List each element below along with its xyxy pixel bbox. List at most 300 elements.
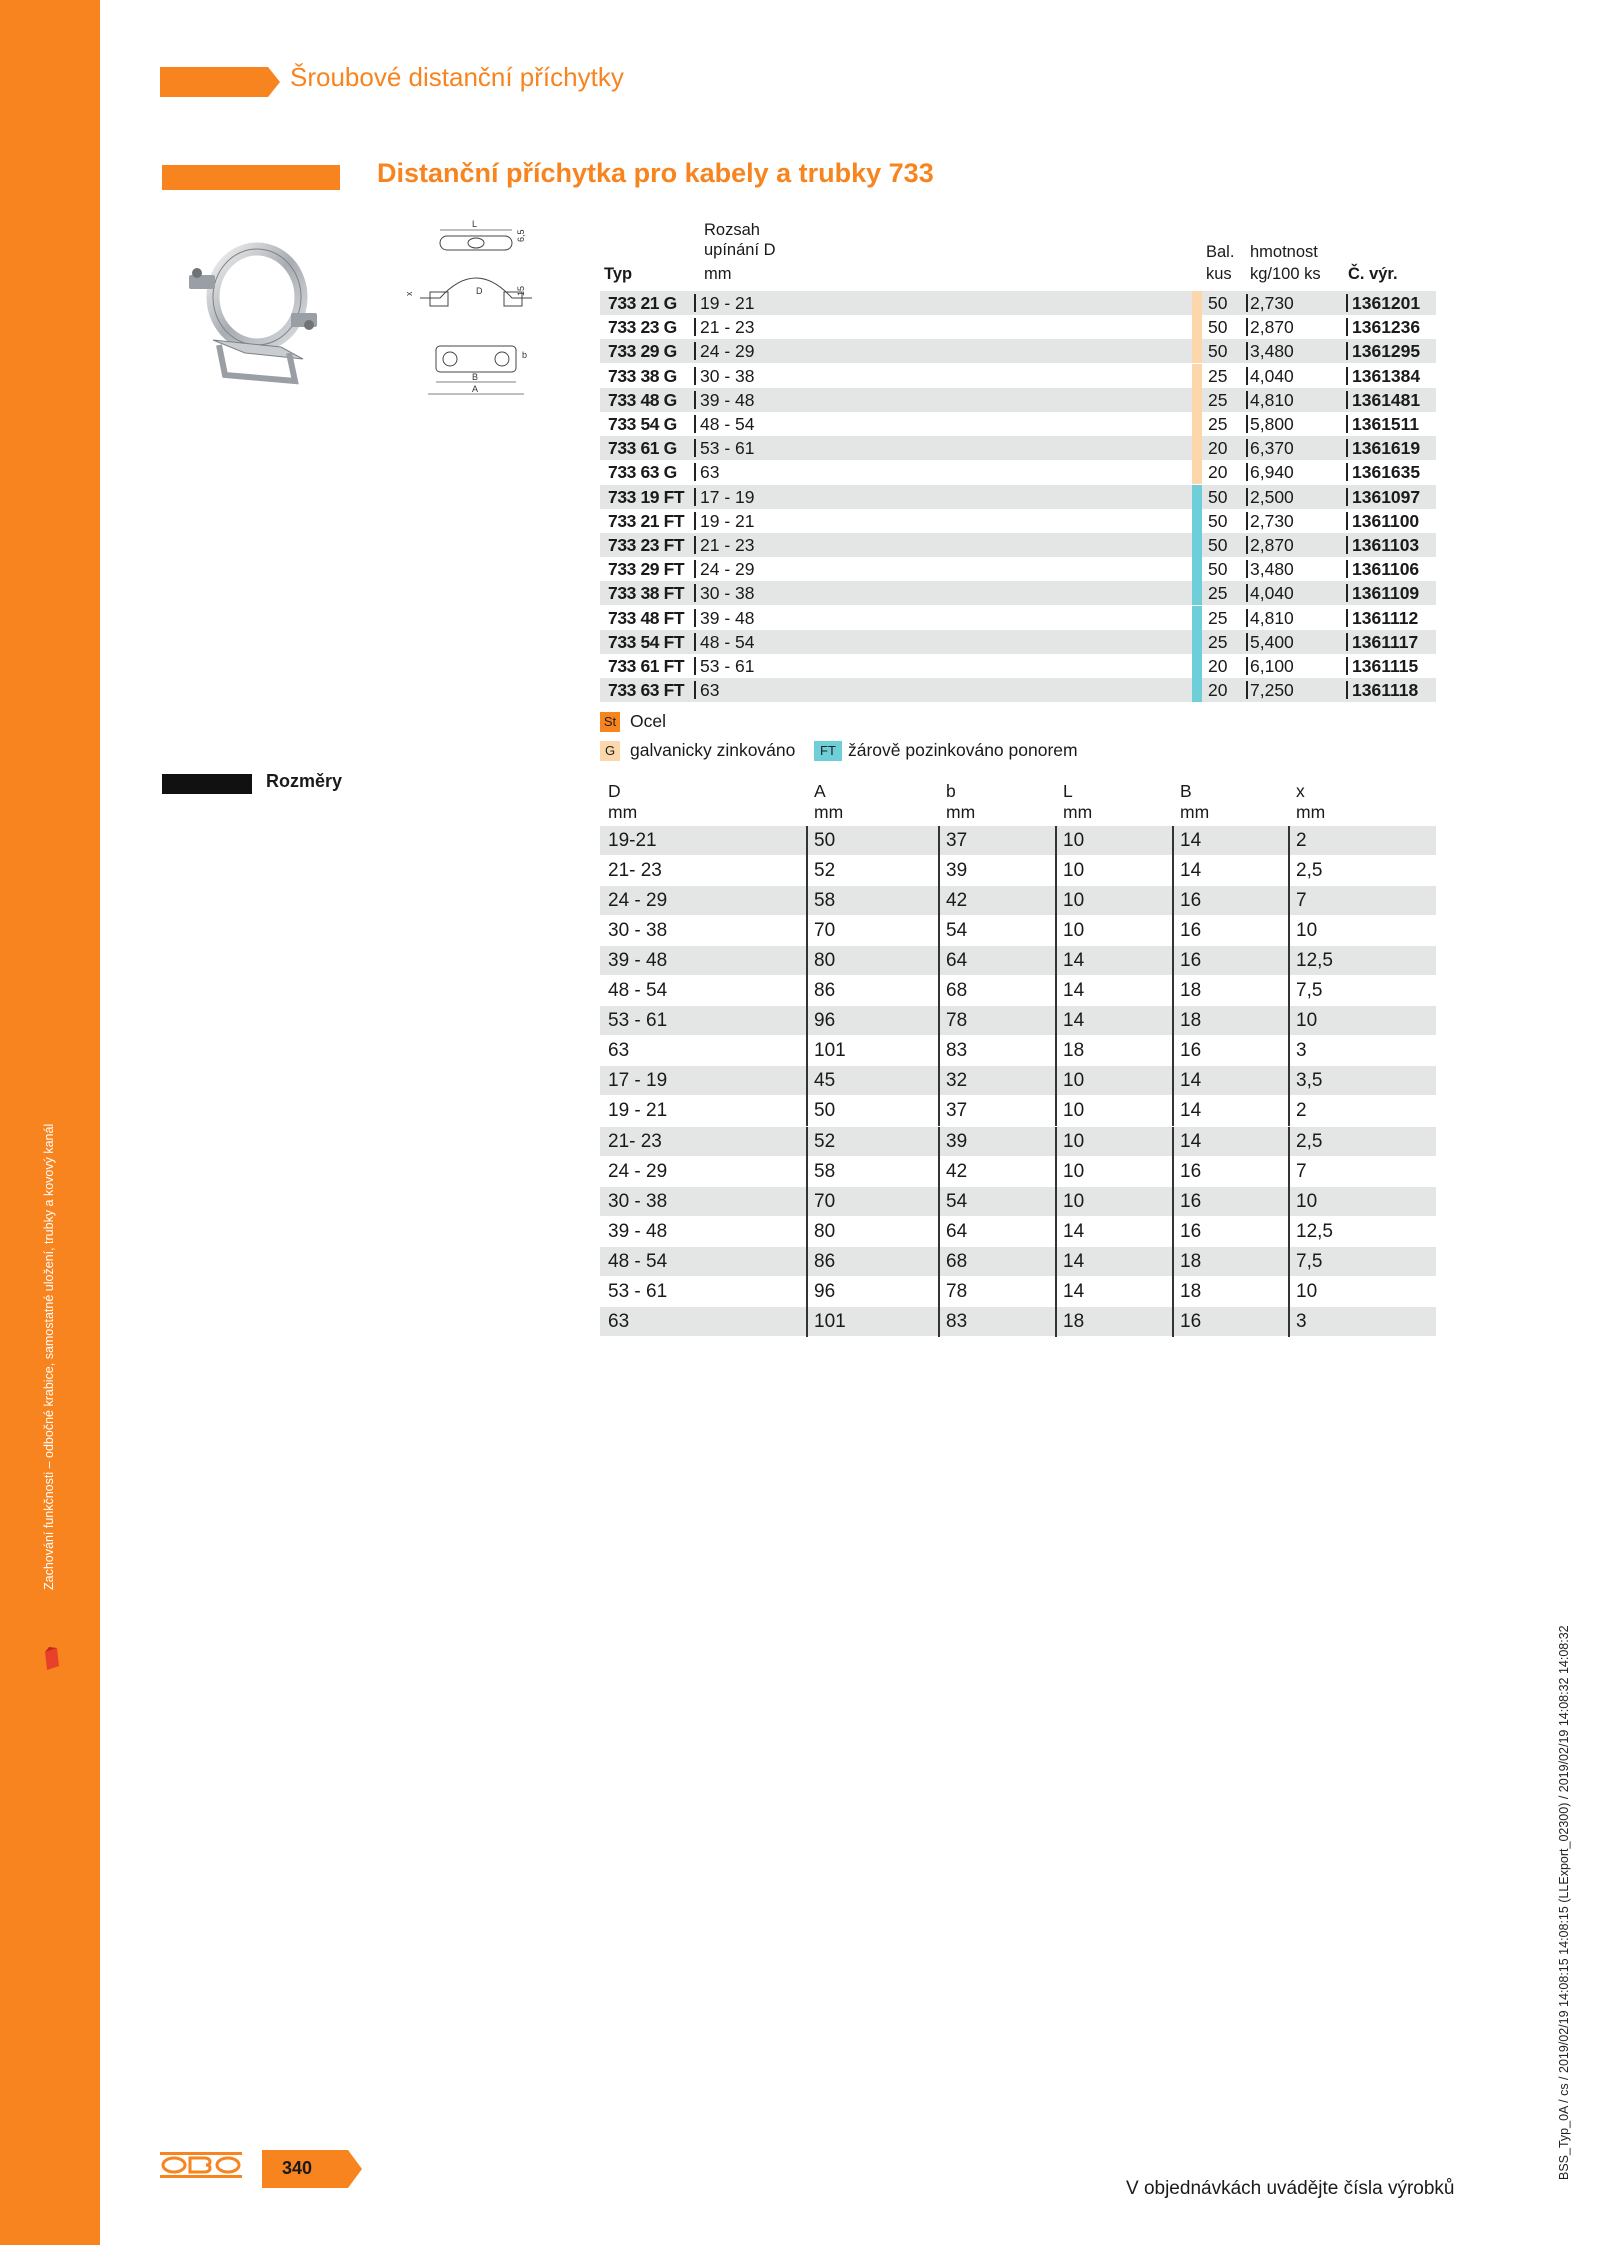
column-divider xyxy=(1288,1157,1290,1187)
page-number: 340 xyxy=(282,2158,313,2178)
package-qty-cell: 50 xyxy=(1208,510,1228,531)
column-divider xyxy=(1172,946,1174,976)
dimension-cell: 64 xyxy=(946,950,968,972)
article-number-cell: 1361118 xyxy=(1352,680,1419,701)
column-divider xyxy=(1288,1247,1290,1277)
column-divider xyxy=(694,342,696,360)
clamp-range-cell: 21 - 23 xyxy=(700,535,755,555)
dimension-cell: 37 xyxy=(946,830,968,851)
legend-g-swatch: G xyxy=(600,741,620,761)
product-row xyxy=(600,678,1436,702)
dimension-row xyxy=(600,976,1436,1006)
weight-cell: 2,870 xyxy=(1250,535,1294,555)
column-divider xyxy=(1346,584,1348,602)
product-type-cell: 733 19 FT xyxy=(608,486,685,507)
dimension-cell: 7,5 xyxy=(1296,1250,1323,1272)
material-swatch xyxy=(1192,557,1202,581)
column-divider xyxy=(938,886,940,916)
dimension-row xyxy=(600,1277,1436,1307)
column-divider xyxy=(1055,1247,1057,1277)
material-swatch xyxy=(1192,339,1202,363)
column-divider xyxy=(938,1006,940,1036)
dimension-cell: 14 xyxy=(1180,830,1202,851)
dimension-cell: 16 xyxy=(1180,1190,1202,1212)
column-divider xyxy=(694,560,696,578)
material-swatch xyxy=(1192,533,1202,557)
column-divider xyxy=(1172,1066,1174,1096)
column-divider xyxy=(1346,657,1348,675)
dimension-row xyxy=(600,1157,1436,1187)
package-qty-cell: 20 xyxy=(1208,438,1228,459)
dimension-cell: 18 xyxy=(1063,1310,1085,1332)
column-divider xyxy=(806,1187,808,1217)
material-swatch xyxy=(1192,315,1202,339)
header-article: Č. výr. xyxy=(1348,265,1398,283)
article-number-cell: 1361109 xyxy=(1352,583,1420,604)
column-divider xyxy=(1055,946,1057,976)
article-number-cell: 1361112 xyxy=(1352,607,1419,628)
dimension-header: B xyxy=(1180,781,1192,801)
column-divider xyxy=(1055,916,1057,946)
dimension-cell: 7,5 xyxy=(1296,980,1323,1002)
dimension-cell: 3,5 xyxy=(1296,1070,1323,1092)
legend-ft-swatch: FT xyxy=(814,741,842,761)
column-divider xyxy=(806,1036,808,1066)
product-row xyxy=(600,606,1436,630)
dimension-cell: 19 - 21 xyxy=(608,1100,668,1122)
column-divider xyxy=(694,609,696,627)
column-divider xyxy=(938,1307,940,1337)
dimension-cell: 10 xyxy=(1063,920,1085,942)
dimension-cell: 68 xyxy=(946,980,968,1002)
weight-cell: 4,040 xyxy=(1250,365,1294,386)
column-divider xyxy=(938,1277,940,1307)
clamp-range-cell: 24 - 29 xyxy=(700,559,755,580)
dimension-cell: 39 - 48 xyxy=(608,950,668,972)
dimension-row xyxy=(600,1217,1436,1247)
column-divider xyxy=(1288,1277,1290,1307)
column-divider xyxy=(1346,391,1348,409)
dimension-cell: 53 - 61 xyxy=(608,1010,668,1032)
dimension-cell: 54 xyxy=(946,920,968,942)
product-row xyxy=(600,581,1436,605)
header-range-line1: Rozsah xyxy=(704,221,760,239)
dimension-cell: 3 xyxy=(1296,1040,1307,1062)
column-divider xyxy=(938,1066,940,1096)
article-number-cell: 1361115 xyxy=(1352,656,1419,676)
clamp-range-cell: 53 - 61 xyxy=(700,656,755,676)
column-divider xyxy=(1172,976,1174,1006)
dimension-cell: 52 xyxy=(814,1130,836,1152)
column-divider xyxy=(1055,856,1057,886)
legend-st-swatch: St xyxy=(600,712,620,732)
dimension-row xyxy=(600,1307,1436,1337)
dimension-cell: 2 xyxy=(1296,1100,1307,1122)
weight-cell: 4,810 xyxy=(1250,389,1294,410)
column-divider xyxy=(1246,681,1248,699)
product-type-cell: 733 61 FT xyxy=(608,656,685,676)
column-divider xyxy=(1288,886,1290,916)
header-weight-unit: kg/100 ks xyxy=(1250,265,1321,283)
column-divider xyxy=(806,1006,808,1036)
product-type-cell: 733 48 G xyxy=(608,389,677,410)
legend-g-label: galvanicky zinkováno xyxy=(630,740,796,760)
dimension-cell: 58 xyxy=(814,890,836,912)
column-divider xyxy=(938,826,940,856)
dimension-cell: 3 xyxy=(1296,1310,1307,1332)
dimension-row xyxy=(600,1006,1436,1036)
article-number-cell: 1361295 xyxy=(1352,341,1421,362)
dimension-cell: 39 xyxy=(946,1130,968,1152)
dimension-cell: 12,5 xyxy=(1296,950,1333,972)
product-row xyxy=(600,654,1436,678)
dimension-cell: 45 xyxy=(814,1070,836,1092)
dimension-unit: mm xyxy=(1063,802,1093,822)
weight-cell: 4,040 xyxy=(1250,583,1294,604)
column-divider xyxy=(806,826,808,856)
dimension-cell: 32 xyxy=(946,1070,968,1092)
dimension-unit: mm xyxy=(1296,802,1326,822)
package-qty-cell: 25 xyxy=(1208,414,1228,434)
weight-cell: 5,800 xyxy=(1250,414,1294,434)
dimension-cell: 42 xyxy=(946,1160,968,1182)
column-divider xyxy=(1055,1157,1057,1187)
column-divider xyxy=(1055,826,1057,856)
weight-cell: 4,810 xyxy=(1250,607,1294,628)
column-divider xyxy=(1246,609,1248,627)
column-divider xyxy=(694,512,696,530)
column-divider xyxy=(1288,1127,1290,1157)
column-divider xyxy=(1246,342,1248,360)
dimension-cell: 10 xyxy=(1296,920,1318,942)
dimension-cell: 14 xyxy=(1180,1130,1202,1152)
drawing-label-x: x xyxy=(404,291,414,296)
product-row xyxy=(600,557,1436,581)
column-divider xyxy=(1055,976,1057,1006)
article-number-cell: 1361511 xyxy=(1352,414,1420,434)
dimension-cell: 10 xyxy=(1296,1280,1318,1302)
header-typ: Typ xyxy=(604,265,633,283)
column-divider xyxy=(1246,512,1248,530)
dimension-row xyxy=(600,1036,1436,1066)
clamp-range-cell: 21 - 23 xyxy=(700,317,755,338)
package-qty-cell: 50 xyxy=(1208,341,1228,362)
dimension-cell: 101 xyxy=(814,1040,846,1062)
column-divider xyxy=(694,318,696,336)
column-divider xyxy=(1288,1096,1290,1126)
dimension-cell: 10 xyxy=(1063,830,1085,851)
dimension-cell: 2,5 xyxy=(1296,860,1323,882)
material-swatch xyxy=(1192,291,1202,315)
dimension-cell: 14 xyxy=(1063,1280,1085,1302)
dimension-cell: 10 xyxy=(1063,1130,1085,1152)
dimension-cell: 16 xyxy=(1180,890,1202,912)
dimension-cell: 10 xyxy=(1063,1190,1085,1212)
article-number-cell: 1361097 xyxy=(1352,486,1421,507)
dimension-cell: 14 xyxy=(1063,980,1085,1002)
column-divider xyxy=(1346,633,1348,651)
article-number-cell: 1361103 xyxy=(1352,535,1420,555)
dimension-cell: 2,5 xyxy=(1296,1130,1323,1152)
material-swatch xyxy=(1192,485,1202,509)
dimension-cell: 18 xyxy=(1180,1010,1202,1032)
dimension-cell: 10 xyxy=(1063,1070,1085,1092)
column-divider xyxy=(1172,1307,1174,1337)
clamp-range-cell: 48 - 54 xyxy=(700,631,755,652)
clamp-range-cell: 19 - 21 xyxy=(700,293,755,313)
clamp-range-cell: 19 - 21 xyxy=(700,510,755,531)
package-qty-cell: 25 xyxy=(1208,607,1228,628)
column-divider xyxy=(1055,1006,1057,1036)
dimension-cell: 68 xyxy=(946,1250,968,1272)
product-type-cell: 733 21 FT xyxy=(608,510,685,531)
dimension-cell: 96 xyxy=(814,1280,836,1302)
product-type-cell: 733 23 FT xyxy=(608,535,685,555)
column-divider xyxy=(806,1157,808,1187)
dimension-cell: 53 - 61 xyxy=(608,1280,668,1302)
package-qty-cell: 50 xyxy=(1208,317,1228,338)
column-divider xyxy=(1288,856,1290,886)
column-divider xyxy=(694,488,696,506)
column-divider xyxy=(806,1247,808,1277)
article-number-cell: 1361106 xyxy=(1352,559,1420,580)
column-divider xyxy=(1246,463,1248,481)
drawing-label-a: A xyxy=(472,384,479,394)
column-divider xyxy=(1346,681,1348,699)
column-divider xyxy=(1055,1187,1057,1217)
column-divider xyxy=(1172,1127,1174,1157)
column-divider xyxy=(1172,916,1174,946)
material-swatch xyxy=(1192,581,1202,605)
obo-logo xyxy=(160,2152,242,2178)
product-type-cell: 733 29 G xyxy=(608,341,677,362)
dimension-cell: 21- 23 xyxy=(608,860,662,882)
dimension-header: x xyxy=(1296,781,1305,801)
dimension-cell: 86 xyxy=(814,980,836,1002)
product-type-cell: 733 21 G xyxy=(608,293,677,313)
dimension-row xyxy=(600,1096,1436,1126)
product-type-cell: 733 63 G xyxy=(608,462,677,483)
column-divider xyxy=(694,657,696,675)
dimension-cell: 80 xyxy=(814,1220,836,1242)
dimension-cell: 16 xyxy=(1180,1220,1202,1242)
column-divider xyxy=(1055,1127,1057,1157)
column-divider xyxy=(1246,439,1248,457)
package-qty-cell: 25 xyxy=(1208,389,1228,410)
dimension-row xyxy=(600,1066,1436,1096)
column-divider xyxy=(1172,886,1174,916)
dimension-cell: 39 - 48 xyxy=(608,1220,668,1242)
material-swatch xyxy=(1192,678,1202,702)
product-row xyxy=(600,460,1436,484)
dimension-cell: 78 xyxy=(946,1280,968,1302)
column-divider xyxy=(1346,318,1348,336)
column-divider xyxy=(938,1157,940,1187)
column-divider xyxy=(1172,1036,1174,1066)
column-divider xyxy=(806,856,808,886)
column-divider xyxy=(1246,560,1248,578)
dimension-cell: 14 xyxy=(1063,1220,1085,1242)
column-divider xyxy=(1055,1217,1057,1247)
dimension-cell: 14 xyxy=(1180,1070,1202,1092)
drawing-label-15: 15 xyxy=(516,285,526,296)
weight-cell: 2,500 xyxy=(1250,486,1294,507)
weight-cell: 5,400 xyxy=(1250,631,1294,652)
article-number-cell: 1361236 xyxy=(1352,317,1421,338)
dimension-cell: 63 xyxy=(608,1310,630,1332)
column-divider xyxy=(1288,826,1290,856)
dimension-cell: 18 xyxy=(1180,980,1202,1002)
package-qty-cell: 50 xyxy=(1208,486,1228,507)
column-divider xyxy=(938,916,940,946)
product-row xyxy=(600,339,1436,363)
column-divider xyxy=(1172,1247,1174,1277)
dimension-unit: mm xyxy=(946,802,976,822)
section-marker-icon xyxy=(43,1646,61,1672)
column-divider xyxy=(1346,342,1348,360)
package-qty-cell: 25 xyxy=(1208,583,1228,604)
product-photo xyxy=(185,235,325,385)
dimension-cell: 14 xyxy=(1180,860,1202,882)
dimension-header: b xyxy=(946,781,956,801)
clamp-range-cell: 30 - 38 xyxy=(700,365,755,386)
package-qty-cell: 25 xyxy=(1208,631,1228,652)
dimension-header: D xyxy=(608,781,621,801)
dimension-cell: 14 xyxy=(1063,1250,1085,1272)
column-divider xyxy=(1346,536,1348,554)
column-divider xyxy=(1346,415,1348,433)
article-number-cell: 1361635 xyxy=(1352,462,1421,483)
dimension-cell: 16 xyxy=(1180,1040,1202,1062)
header-bal: Bal. xyxy=(1206,243,1235,261)
column-divider xyxy=(1346,560,1348,578)
dimension-cell: 39 xyxy=(946,860,968,882)
column-divider xyxy=(1288,946,1290,976)
column-divider xyxy=(938,1127,940,1157)
column-divider xyxy=(694,391,696,409)
dimension-cell: 7 xyxy=(1296,1160,1307,1182)
product-row xyxy=(600,291,1436,315)
column-divider xyxy=(938,1187,940,1217)
dimension-cell: 2 xyxy=(1296,830,1307,851)
column-divider xyxy=(1172,1157,1174,1187)
column-divider xyxy=(1346,488,1348,506)
clamp-range-cell: 63 xyxy=(700,462,720,483)
article-number-cell: 1361384 xyxy=(1352,365,1421,386)
header-range-line2: upínání D xyxy=(704,241,776,259)
column-divider xyxy=(806,1307,808,1337)
product-type-cell: 733 38 G xyxy=(608,365,677,386)
dimension-cell: 30 - 38 xyxy=(608,1190,668,1212)
dimensions-bar xyxy=(162,774,252,794)
dimension-cell: 10 xyxy=(1063,890,1085,912)
column-divider xyxy=(1172,1277,1174,1307)
column-divider xyxy=(1172,1006,1174,1036)
dimension-header: A xyxy=(814,781,826,801)
column-divider xyxy=(1288,916,1290,946)
package-qty-cell: 20 xyxy=(1208,462,1228,483)
drawing-label-d: D xyxy=(476,286,483,296)
package-qty-cell: 50 xyxy=(1208,293,1228,313)
dimension-cell: 19-21 xyxy=(608,830,657,851)
dimension-unit: mm xyxy=(814,802,844,822)
product-row xyxy=(600,412,1436,436)
dimension-cell: 16 xyxy=(1180,1160,1202,1182)
package-qty-cell: 20 xyxy=(1208,680,1228,701)
clamp-range-cell: 63 xyxy=(700,680,720,701)
dimension-cell: 52 xyxy=(814,860,836,882)
dimension-cell: 18 xyxy=(1063,1040,1085,1062)
weight-cell: 2,870 xyxy=(1250,317,1294,338)
dimension-row xyxy=(600,886,1436,916)
dimension-header: L xyxy=(1063,781,1073,801)
weight-cell: 3,480 xyxy=(1250,559,1294,580)
column-divider xyxy=(1055,1036,1057,1066)
column-divider xyxy=(938,856,940,886)
dimension-cell: 42 xyxy=(946,890,968,912)
dimension-row xyxy=(600,826,1436,856)
product-row xyxy=(600,533,1436,557)
weight-cell: 6,370 xyxy=(1250,438,1294,459)
column-divider xyxy=(694,294,696,312)
column-divider xyxy=(1246,415,1248,433)
dimension-cell: 7 xyxy=(1296,890,1307,912)
product-type-cell: 733 48 FT xyxy=(608,607,685,628)
dimensions-label: Rozměry xyxy=(266,771,343,791)
material-swatch xyxy=(1192,388,1202,412)
weight-cell: 6,100 xyxy=(1250,656,1294,676)
product-row xyxy=(600,364,1436,388)
dimension-row xyxy=(600,946,1436,976)
legend-ft-label: žárově pozinkováno ponorem xyxy=(848,740,1078,760)
product-type-cell: 733 54 G xyxy=(608,414,677,434)
column-divider xyxy=(938,1036,940,1066)
column-divider xyxy=(1246,633,1248,651)
clamp-range-cell: 30 - 38 xyxy=(700,583,755,604)
product-type-cell: 733 63 FT xyxy=(608,680,685,701)
product-row xyxy=(600,315,1436,339)
column-divider xyxy=(1172,1187,1174,1217)
dimension-unit: mm xyxy=(608,802,638,822)
sidebar-band xyxy=(0,0,100,2245)
column-divider xyxy=(1288,1036,1290,1066)
material-swatch xyxy=(1192,364,1202,388)
dimension-cell: 37 xyxy=(946,1100,968,1122)
clamp-range-cell: 53 - 61 xyxy=(700,438,755,459)
column-divider xyxy=(1246,536,1248,554)
dimension-row xyxy=(600,1127,1436,1157)
product-type-cell: 733 23 G xyxy=(608,317,677,338)
dimension-cell: 10 xyxy=(1063,1100,1085,1122)
clamp-range-cell: 39 - 48 xyxy=(700,389,755,410)
technical-drawing xyxy=(400,218,540,418)
header-tab-shape xyxy=(160,67,280,97)
material-swatch xyxy=(1192,460,1202,484)
column-divider xyxy=(806,1127,808,1157)
product-type-cell: 733 54 FT xyxy=(608,631,685,652)
section-title: Šroubové distanční příchytky xyxy=(290,62,624,92)
dimension-cell: 70 xyxy=(814,920,836,942)
dimension-cell: 54 xyxy=(946,1190,968,1212)
weight-cell: 2,730 xyxy=(1250,510,1294,531)
drawing-label-l: L xyxy=(472,219,478,229)
column-divider xyxy=(1172,856,1174,886)
column-divider xyxy=(1246,367,1248,385)
column-divider xyxy=(938,946,940,976)
drawing-label-b: B xyxy=(472,372,479,382)
column-divider xyxy=(1288,1006,1290,1036)
column-divider xyxy=(1346,512,1348,530)
